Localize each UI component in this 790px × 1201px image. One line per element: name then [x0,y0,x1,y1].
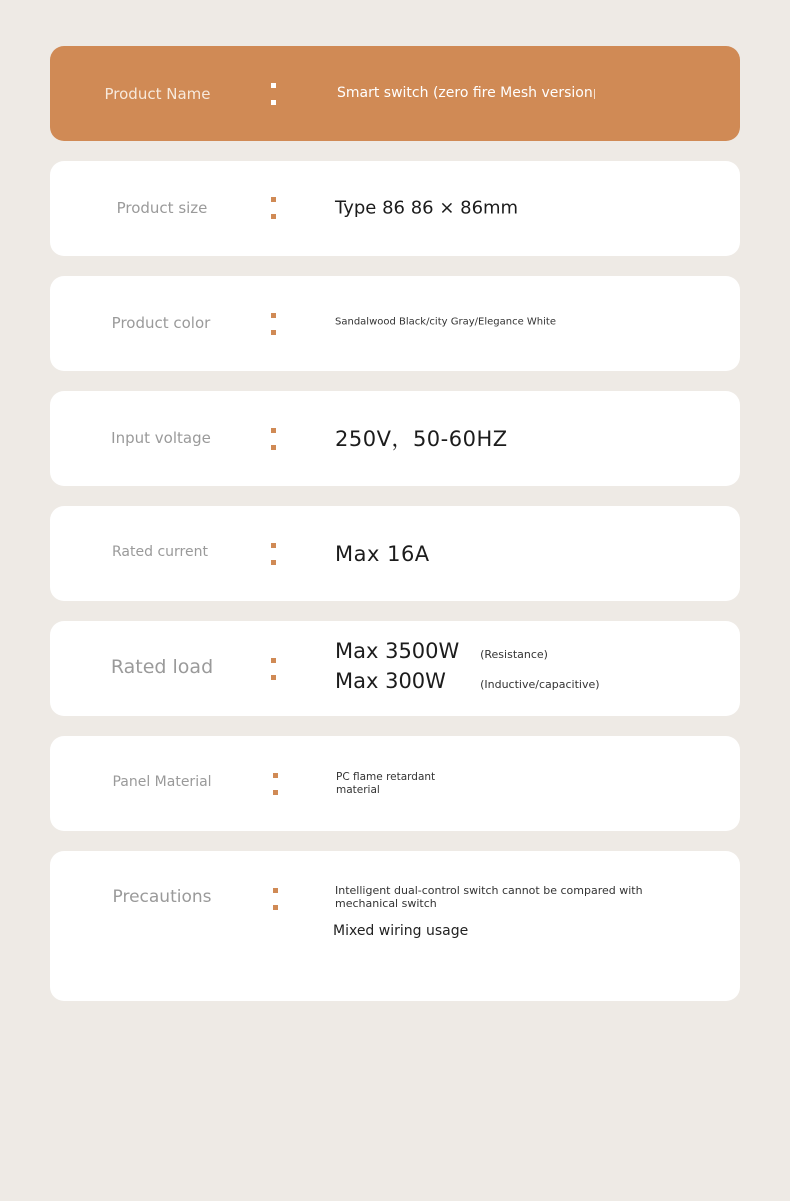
text-caret [594,89,595,99]
rated-current-value: Max 16A [335,542,430,566]
rated-load-label: Rated load [110,656,214,678]
rated-load-resistive-note: (Resistance) [480,648,548,661]
rated-load-inductive-note: (Inductive/capacitive) [480,678,600,691]
precautions-note: Mixed wiring usage [333,923,469,939]
input-voltage-row [50,391,740,486]
product-color-label: Product color [111,314,211,332]
precautions-text [335,884,643,910]
separator-dots [271,543,276,565]
rated-load-row [50,621,740,716]
separator-dots [271,313,276,335]
panel-material-value [336,771,435,797]
separator-dots [271,83,276,105]
rated-load-line-2 [335,669,600,693]
precautions-line-2: mechanical switch [335,897,437,910]
panel-material-line-1: PC flame retardant [336,771,436,783]
product-size-row [50,161,740,256]
rated-load-resistive-value: Max 3500W [335,639,460,663]
separator-dots [273,888,278,910]
separator-dots [271,658,276,680]
rated-current-label: Rated current [112,544,208,560]
separator-dots [271,197,276,219]
product-color-row [50,276,740,371]
panel-material-label: Panel Material [112,774,212,790]
separator-dots [273,773,278,795]
rated-current-row [50,506,740,601]
precautions-line-1: Intelligent dual-control switch cannot be compared with [335,884,643,897]
separator-dots [271,428,276,450]
product-size-label: Product size [116,199,208,217]
product-color-value: Sandalwood Black/city Gray/Elegance White [335,316,556,328]
product-name-row [50,46,740,141]
product-name-value: Smart switch (zero fire Mesh version [337,85,593,101]
rated-load-inductive-value: Max 300W [335,669,446,693]
precautions-label: Precautions [112,887,212,907]
product-name-label: Product Name [104,85,211,103]
input-voltage-value: 250V，50-60HZ [335,427,508,451]
input-voltage-label: Input voltage [111,429,211,447]
product-size-value: Type 86 86 × 86mm [335,197,519,219]
panel-material-row [50,736,740,831]
precautions-row [50,851,740,1001]
rated-load-line-1 [335,639,548,663]
panel-material-line-2: material [336,784,380,796]
